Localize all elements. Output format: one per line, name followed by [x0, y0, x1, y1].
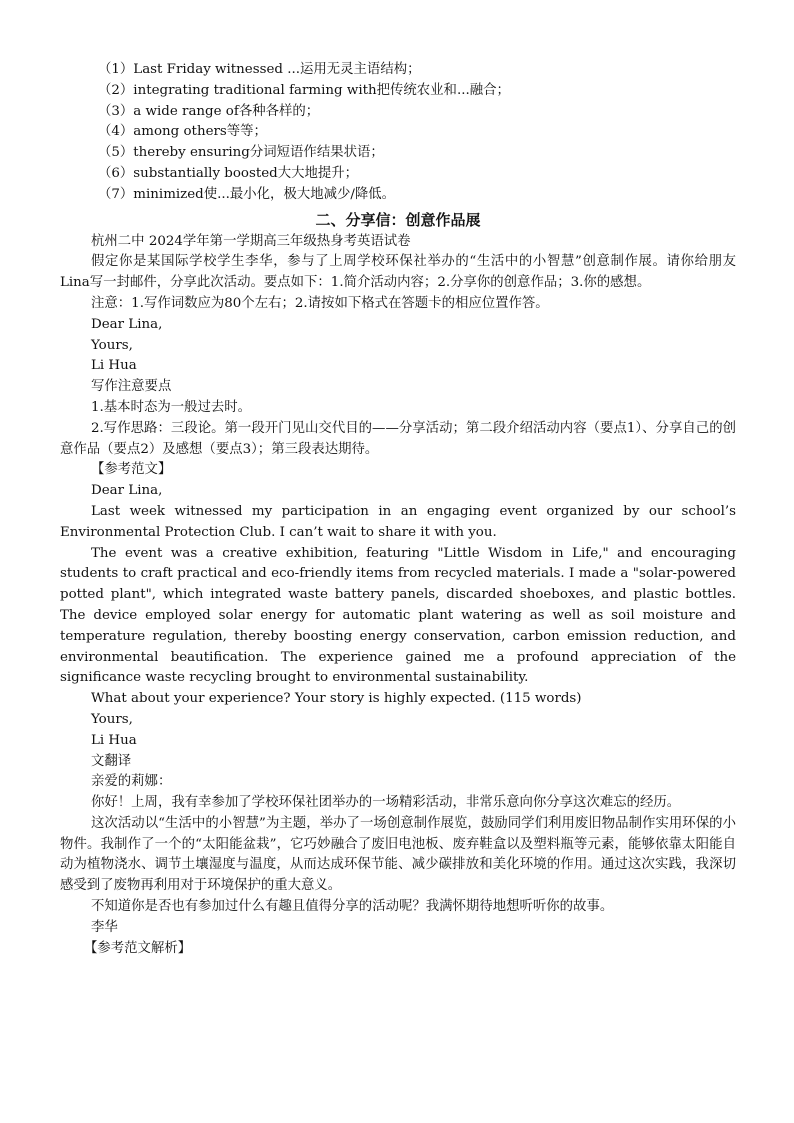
writing-prompt: 假定你是某国际学校学生李华，参与了上周学校环保社举办的“生活中的小智慧”创意制作展。请你给朋友Lina写一封邮件，分享此次活动。要点如下：1.简介活动内容；2.分享你的创意作品；3.你的感想。 [60, 254, 736, 291]
letter-format [60, 315, 736, 377]
tip-2: 2.写作思路：三段论。第一段开门见山交代目的——分享活动；第二段介绍活动内容（要点1）、分享自己的创意作品（要点2）及感想（要点3）；第三段表达期待。 [60, 420, 736, 457]
format-name: Li Hua [91, 358, 137, 374]
translation-name: 李华 [91, 919, 118, 935]
analysis-label: 【参考范文解析】 [84, 940, 192, 956]
phrase-item-2: （2）integrating traditional farming with把传统农业和...融合； [98, 82, 510, 98]
tips-title: 写作注意要点 [91, 379, 172, 395]
model-essay [60, 481, 741, 751]
essay-name: Li Hua [91, 732, 137, 748]
phrase-list [60, 60, 736, 206]
format-closing: Yours, [91, 337, 133, 353]
tip-1: 1.基本时态为一般过去时。 [91, 399, 252, 415]
exam-source: 杭州二中 2024学年第一学期高三年级热身考英语试卷 [91, 233, 411, 249]
translation-greeting: 亲爱的莉娜： [91, 774, 172, 790]
essay-paragraph-3: What about your experience? Your story is highly expected. (115 words) [91, 691, 582, 707]
model-essay-label: 【参考范文】 [91, 462, 172, 478]
phrase-item-7: （7）minimized使...最小化，极大地减少/降低。 [98, 186, 396, 202]
essay-paragraph-2: The event was a creative exhibition, featuring "Little Wisdom in Life," and encouraging students to craft practical and eco-friendly items from recycled materials. I made a "solar-powered potted plant", which integrated waste battery panels, discarded shoeboxes, and plastic bottles. The device employed solar energy for automatic plant watering as well as soil moisture and temperature regulation, thereby boosting energy conservation, carbon emission reduction, and environmental beautification. The experience gained me a profound appreciation of the significance waste recycling brought to environmental sustainability. [60, 545, 741, 686]
essay-closing: Yours, [91, 711, 133, 727]
phrase-item-4: （4）among others等等； [98, 124, 267, 140]
translation-paragraph-2: 这次活动以“生活中的小智慧”为主题，举办了一场创意制作展览，鼓励同学们利用废旧物品制作实用环保的小物件。我制作了一个的“太阳能盆栽”，它巧妙融合了废旧电池板、废弃鞋盒以及塑料瓶等元素，能够依靠太阳能自动为植物浇水、调节土壤湿度与温度，从而达成环保节能、减少碳排放和美化环境的作用。通过这次实践，我深切感受到了废物再利用对于环境保护的重大意义。 [60, 815, 736, 894]
format-greeting: Dear Lina, [91, 316, 163, 332]
translation [60, 772, 736, 938]
document-page [60, 60, 741, 959]
phrase-item-3: （3）a wide range of各种各样的； [98, 103, 320, 119]
writing-notice: 注意：1.写作词数应为80个左右；2.请按如下格式在答题卡的相应位置作答。 [91, 295, 549, 311]
essay-paragraph-1: Last week witnessed my participation in an engaging event organized by our school’s Environmental Protection Club. I can’t wait to share it with you. [60, 503, 741, 540]
phrase-item-6: （6）substantially boosted大大地提升； [98, 165, 359, 181]
phrase-item-5: （5）thereby ensuring分词短语作结果状语； [98, 145, 384, 161]
phrase-item-1: （1）Last Friday witnessed ...运用无灵主语结构； [98, 62, 421, 77]
translation-paragraph-3: 不知道你是否也有参加过什么有趣且值得分享的活动呢？我满怀期待地想听听你的故事。 [91, 899, 614, 915]
section-heading: 二、分享信：创意作品展 [315, 210, 481, 229]
essay-greeting: Dear Lina, [91, 483, 163, 499]
translation-label: 文翻译 [91, 753, 132, 769]
translation-paragraph-1: 你好！上周，我有幸参加了学校环保社团举办的一场精彩活动，非常乐意向你分享这次难忘的经历。 [91, 795, 681, 811]
